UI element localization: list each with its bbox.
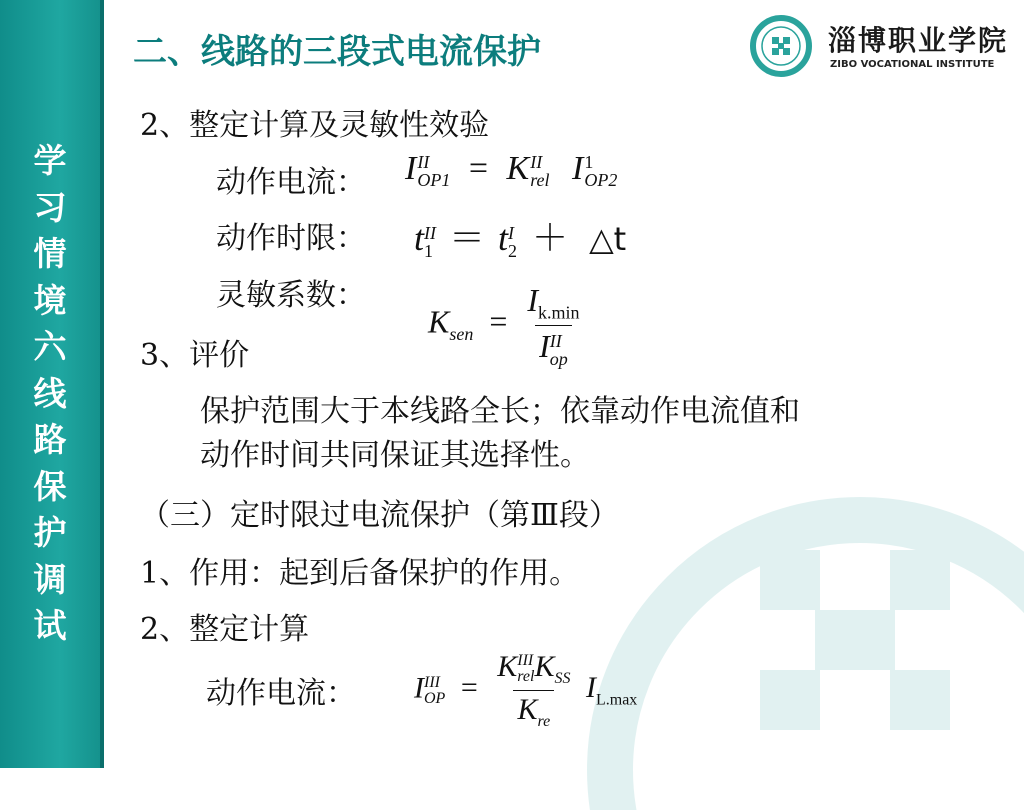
formula-sensitivity: $K_{sen}$ = $I_{k.min}$ I II op [428, 282, 580, 370]
sidebar-vertical-title [22, 138, 78, 650]
item-purpose: 1、作用：起到后备保护的作用。 [140, 556, 580, 591]
sidebar-title-char: 线 [33, 373, 67, 413]
sidebar-title-char: 学 [33, 141, 67, 180]
watermark-emblem-icon [560, 470, 1024, 810]
sidebar-title-char: 试 [33, 606, 67, 645]
evaluation-line-2: 动作时间共同保证其选择性。 [200, 438, 590, 473]
sidebar-title-char: 六 [33, 327, 67, 366]
label-operating-current: 动作电流： [216, 165, 366, 200]
label-sensitivity-coefficient: 灵敏系数： [216, 278, 366, 313]
heading-setting-calc: 2、整定计算及灵敏性效验 [140, 108, 490, 143]
page-title: 二、线路的三段式电流保护 [133, 32, 541, 72]
label-operating-current-2: 动作电流： [206, 676, 356, 711]
sidebar-title-char: 习 [33, 187, 67, 227]
label-operating-time: 动作时限： [216, 221, 366, 256]
sidebar-divider [100, 0, 104, 768]
heading-evaluation: 3、评价 [140, 338, 250, 373]
formula-operating-current-III: I III OP = K III rel $K_{SS}$ $K_{re}$ $I_{L.max}$ [414, 650, 638, 730]
sidebar-title-char: 情 [33, 234, 67, 273]
formula-operating-time: t II 1 ＝ t I 2 ＋ △t [414, 218, 627, 261]
logo-english-name: ZIBO VOCATIONAL INSTITUTE [830, 59, 995, 70]
section-definite-time-overcurrent: （三）定时限过电流保护（第Ⅲ段） [140, 498, 619, 533]
evaluation-line-1: 保护范围大于本线路全长；依靠动作电流值和 [200, 394, 800, 429]
logo-chinese-name: 淄博职业学院 [828, 24, 1009, 57]
sidebar-title-char: 境 [33, 280, 67, 320]
sidebar-title-char: 路 [33, 420, 67, 459]
institute-emblem-icon [750, 15, 812, 77]
sidebar-title-char: 调 [33, 559, 67, 599]
sidebar-title-char: 保 [33, 466, 67, 506]
institute-logo [750, 15, 1018, 77]
formula-operating-current: I II OP1 = K II rel I 1 OP2 [405, 150, 618, 191]
sidebar-title-char: 护 [33, 513, 67, 552]
item-setting-calc: 2、整定计算 [140, 612, 310, 647]
